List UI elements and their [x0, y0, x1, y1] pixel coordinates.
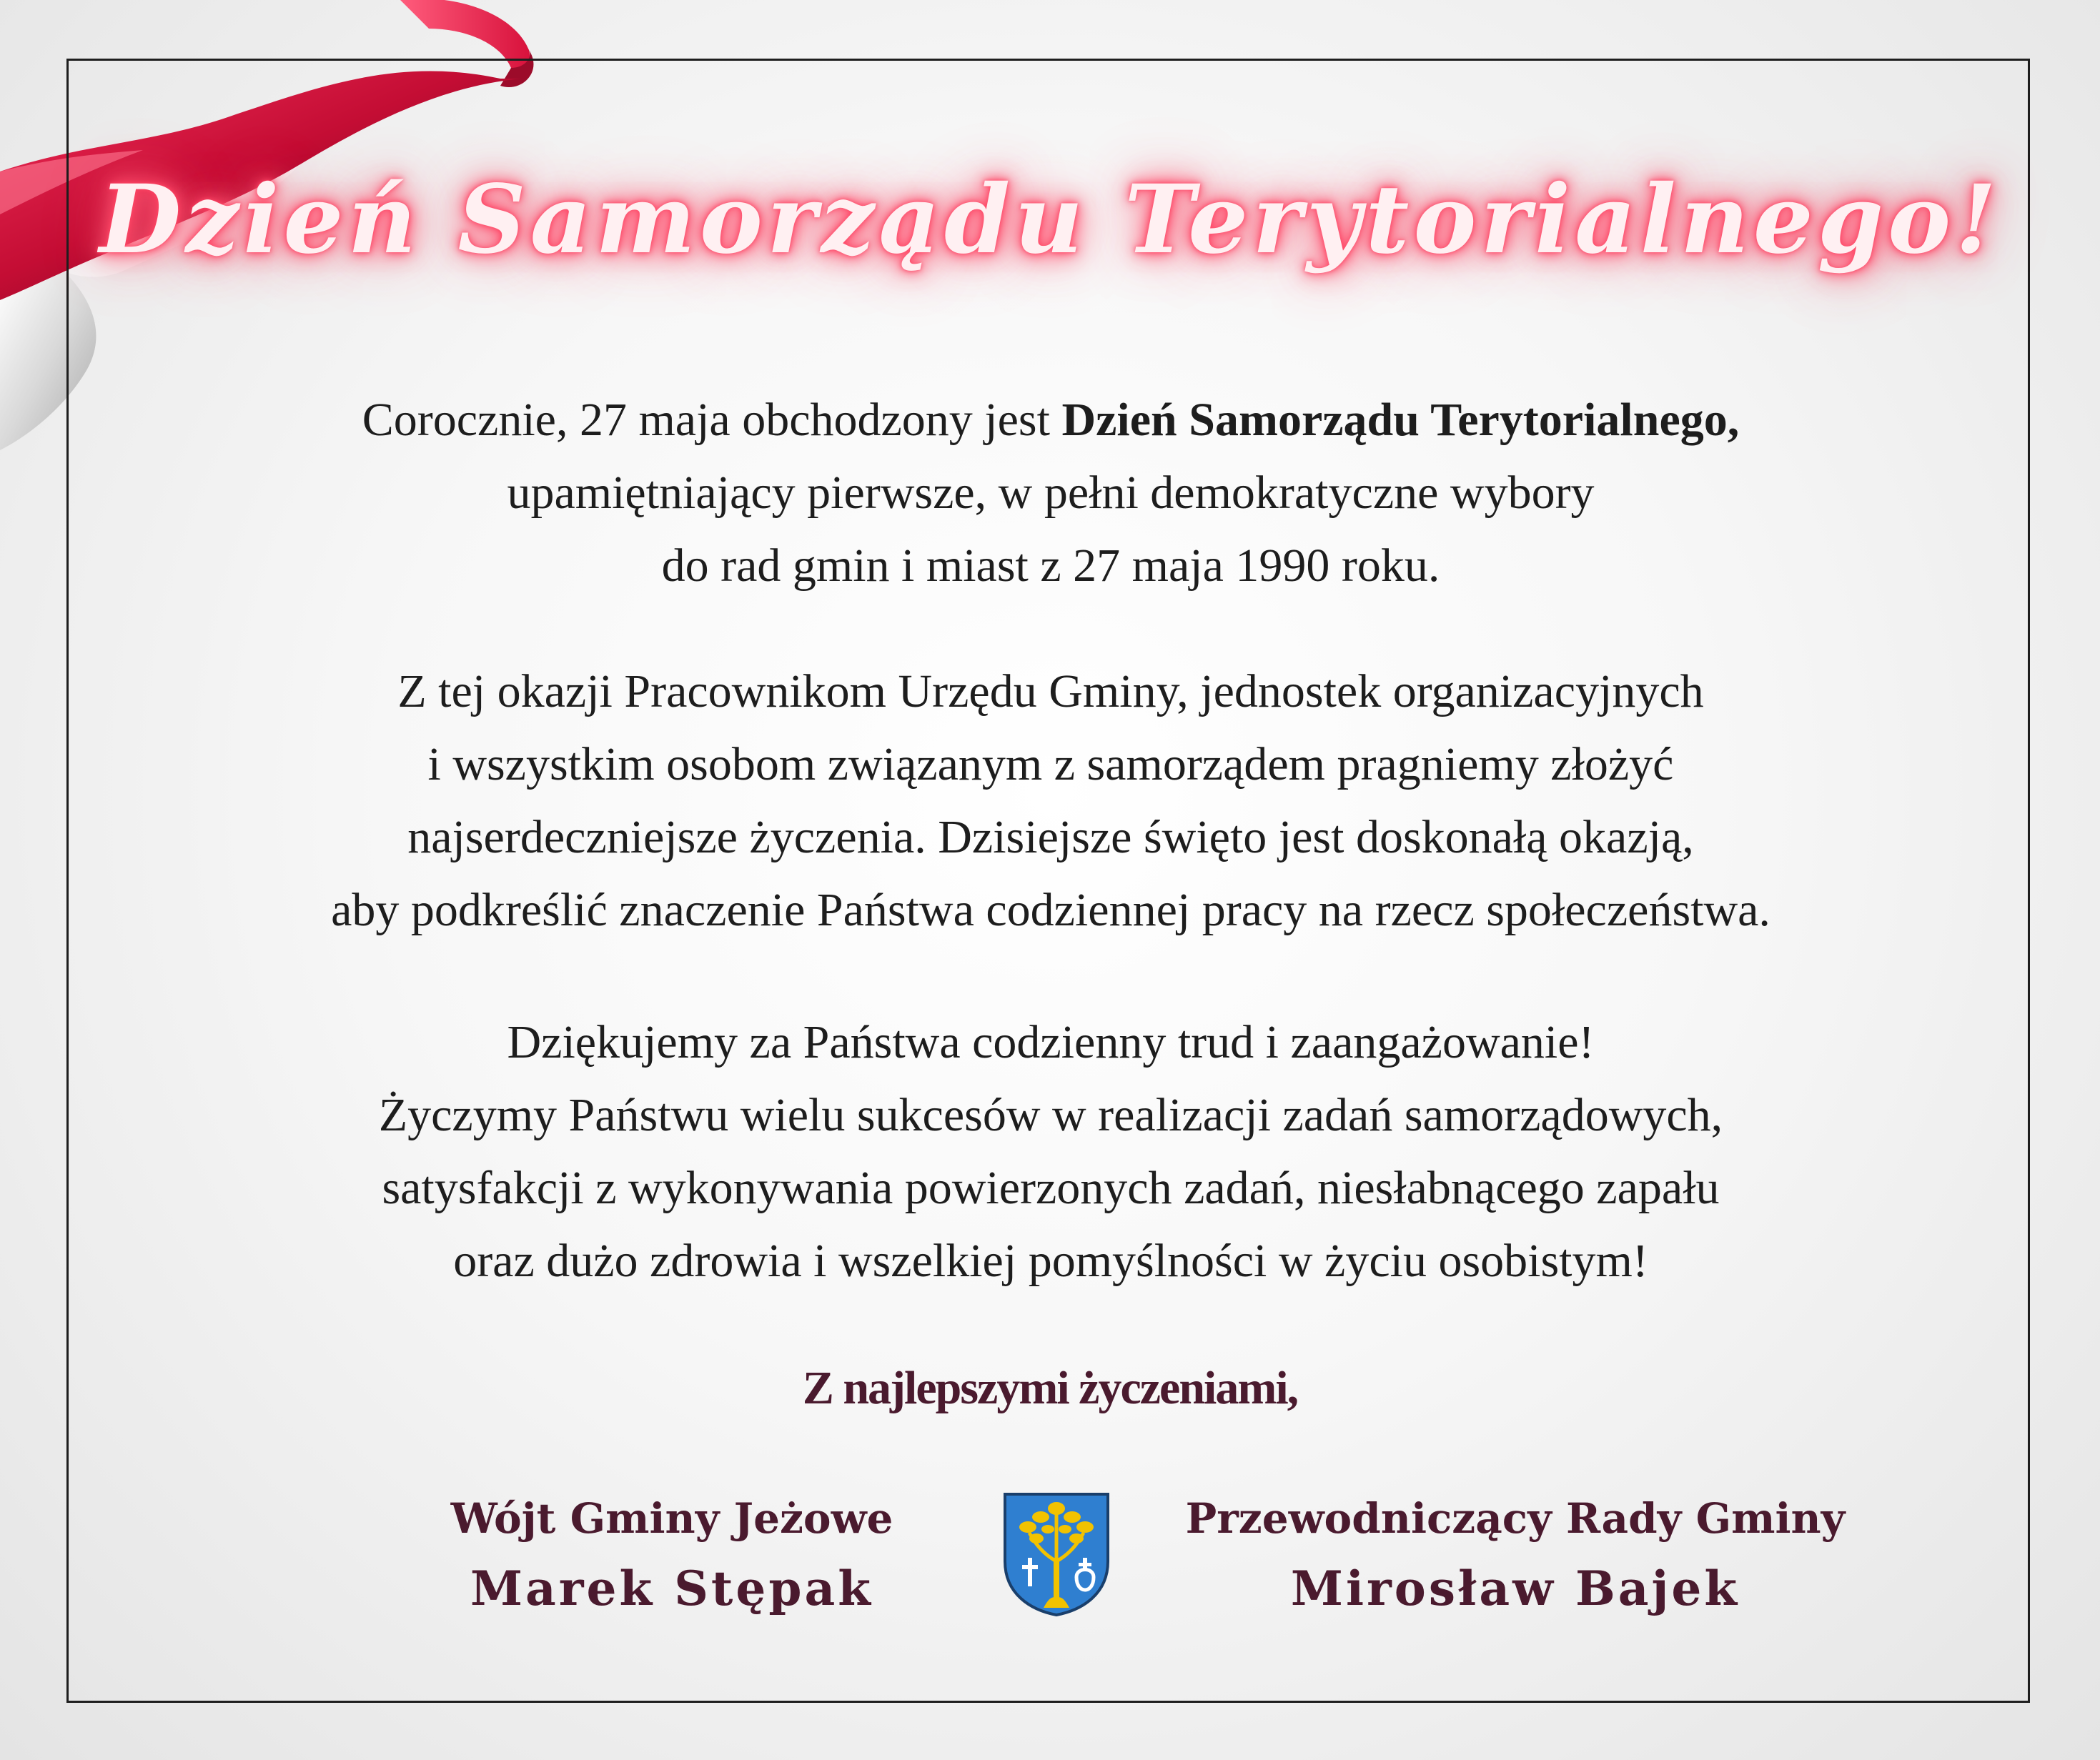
- intro-text: Corocznie, 27 maja obchodzony jest: [362, 394, 1062, 446]
- paragraph-wishes: [93, 655, 2009, 947]
- left-signatory-name: Marek Stępak: [470, 1561, 874, 1616]
- paragraph-thanks-line-2: Życzymy Państwu wielu sukcesów w realizacji zadań samorządowych,: [378, 1089, 1723, 1141]
- paragraph-wishes-line-1: Z tej okazji Pracownikom Urzędu Gminy, jednostek organizacyjnych: [397, 665, 1704, 717]
- page-title: Dzień Samorządu Terytorialnego!: [99, 164, 2001, 275]
- intro-bold-text: Dzień Samorządu Terytorialnego,: [1061, 394, 1740, 446]
- closing-regards: Z najlepszymi życzeniami,: [802, 1362, 1298, 1414]
- left-signatory-role: Wójt Gminy Jeżowe: [450, 1494, 893, 1543]
- paragraph-wishes-line-3: najserdeczniejsze życzenia. Dzisiejsze święto jest doskonałą okazją,: [407, 811, 1694, 863]
- paragraph-intro-line-3: do rad gmin i miast z 27 maja 1990 roku.: [661, 540, 1440, 592]
- paragraph-thanks-line-3: satysfakcji z wykonywania powierzonych zadań, niesłabnącego zapału: [382, 1162, 1720, 1214]
- paragraph-intro-line-1: [93, 384, 2009, 457]
- paragraph-intro-line-2: upamiętniający pierwsze, w pełni demokratyczne wybory: [507, 467, 1595, 519]
- paragraph-wishes-line-2: i wszystkim osobom związanym z samorządem pragniemy złożyć: [427, 738, 1674, 790]
- paragraph-intro: [93, 384, 2009, 602]
- paragraph-thanks: [93, 1006, 2009, 1298]
- right-signatory-name: Mirosław Bajek: [1290, 1561, 1740, 1616]
- coat-of-arms-icon: [1001, 1490, 1112, 1617]
- paragraph-thanks-line-4: oraz dużo zdrowia i wszelkiej pomyślności w życiu osobistym!: [453, 1235, 1648, 1287]
- paragraph-wishes-line-4: aby podkreślić znaczenie Państwa codziennej pracy na rzecz społeczeństwa.: [331, 884, 1770, 936]
- right-signatory-role: Przewodniczący Rady Gminy: [1185, 1494, 1846, 1543]
- paragraph-thanks-line-1: Dziękujemy za Państwa codzienny trud i zaangażowanie!: [507, 1016, 1595, 1068]
